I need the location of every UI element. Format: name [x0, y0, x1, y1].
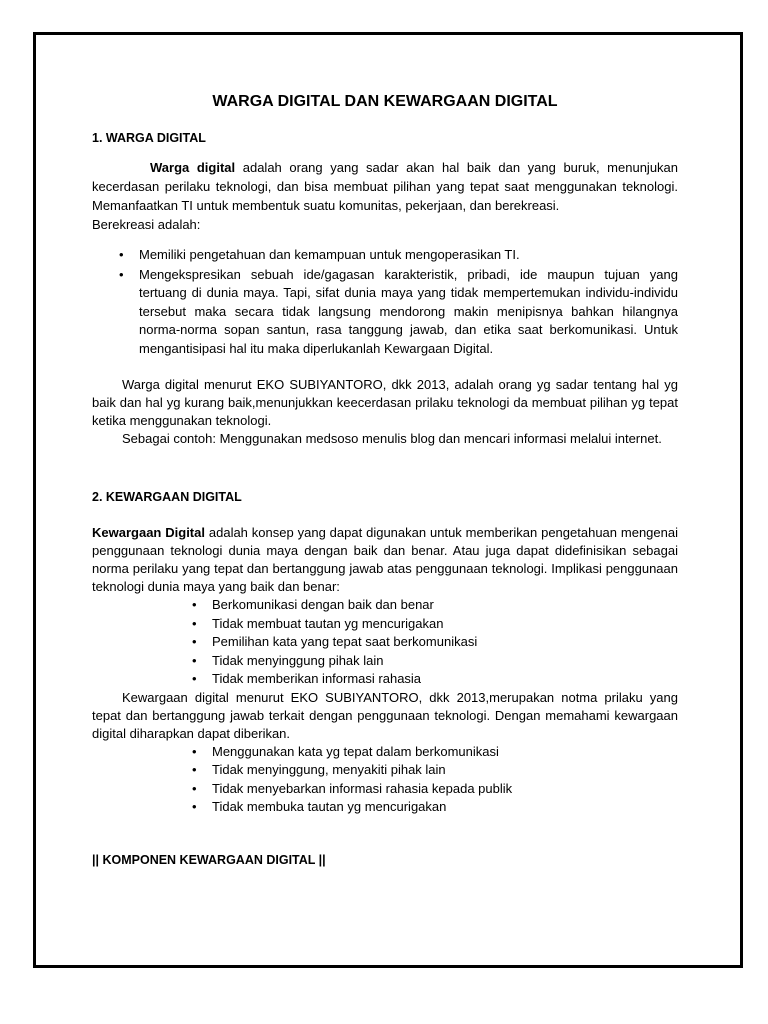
- paragraph-warga-digital-menurut: Warga digital menurut EKO SUBIYANTORO, dkk 2013, adalah orang yg sadar tentang hal yg baik dan hal yg kurang baik,menunjukkan keecerdasan prilaku teknologi da membuat pilihan yg tepat ketika menggunakan teknologi.: [92, 377, 678, 428]
- section-heading-kewargaan-digital: 2. KEWARGAAN DIGITAL: [92, 490, 242, 504]
- paragraph-warga-digital-definition: [92, 158, 678, 215]
- page-content: [92, 93, 678, 867]
- list-item: • Tidak membuka tautan yg mencurigakan: [212, 798, 678, 817]
- list-item: • Tidak memberikan informasi rahasia: [212, 670, 678, 689]
- paragraph-contoh: Sebagai contoh: Menggunakan medsoso menulis blog dan mencari informasi melalui internet.: [122, 431, 662, 446]
- list-item: • Menggunakan kata yg tepat dalam berkomunikasi: [212, 743, 678, 762]
- list-item: • Tidak menyinggung pihak lain: [212, 652, 678, 671]
- paragraph-kewargaan-digital-definition: [92, 524, 678, 596]
- list-item: • Memiliki pengetahuan dan kemampuan untuk mengoperasikan TI.: [139, 246, 678, 265]
- document-page: [33, 32, 743, 968]
- berekreasi-list: [92, 246, 678, 358]
- definition-text: adalah konsep yang dapat digunakan untuk memberikan pengetahuan mengenai penggunaan teknologi dunia maya dengan baik dan benar. Atau juga dapat didefinisikan sebagai norma perilaku yang tepat dan bertanggung jawab atas penggunaan teknologi. Implikasi penggunaan teknologi dunia maya yang baik dan benar:: [92, 525, 678, 594]
- term-warga-digital: Warga digital: [150, 160, 236, 175]
- list-item: • Tidak menyinggung, menyakiti pihak lain: [212, 761, 678, 780]
- section-heading-komponen: || KOMPONEN KEWARGAAN DIGITAL ||: [92, 852, 326, 867]
- section-heading-warga-digital: 1. WARGA DIGITAL: [92, 131, 206, 145]
- list-item: • Tidak menyebarkan informasi rahasia kepada publik: [212, 780, 678, 799]
- list-item: • Tidak membuat tautan yg mencurigakan: [212, 615, 678, 634]
- implikasi-list: [92, 596, 678, 689]
- list-item: • Mengekspresikan sebuah ide/gagasan karakteristik, pribadi, ide maupun tujuan yang tertuang di dunia maya. Tapi, sifat dunia maya yang tidak mempertemukan individu-individu tersebut maka secara tidak langsung mendorong makin menipisnya bahkan hilangnya norma-norma sopan santun, rasa tanggung jawab, dan etika saat berkomunikasi. Untuk mengantisipasi hal itu maka diperlukanlah Kewargaan Digital.: [139, 266, 678, 359]
- list-item: • Berkomunikasi dengan baik dan benar: [212, 596, 678, 615]
- list-intro: Berekreasi adalah:: [92, 217, 201, 232]
- definition-text: adalah orang yang sadar akan hal baik dan yang buruk, menunjukan kecerdasan perilaku teknologi, dan bisa membuat pilihan yang tepat saat menggunakan teknologi. Memanfaatkan TI untuk membentuk suatu komunitas, pekerjaan, dan berekreasi.: [92, 160, 679, 213]
- diharapkan-list: [92, 743, 678, 817]
- document-title: WARGA DIGITAL DAN KEWARGAAN DIGITAL: [212, 93, 558, 110]
- paragraph-kewargaan-digital-menurut: Kewargaan digital menurut EKO SUBIYANTORO, dkk 2013,merupakan notma prilaku yang tepat dan bertanggung jawab terkait dengan penggunaan teknologi. Dengan memahami kewargaan digital diharapkan dapat diberikan.: [92, 689, 678, 741]
- list-item: • Pemilihan kata yang tepat saat berkomunikasi: [212, 633, 678, 652]
- term-kewargaan-digital: Kewargaan Digital: [92, 525, 205, 540]
